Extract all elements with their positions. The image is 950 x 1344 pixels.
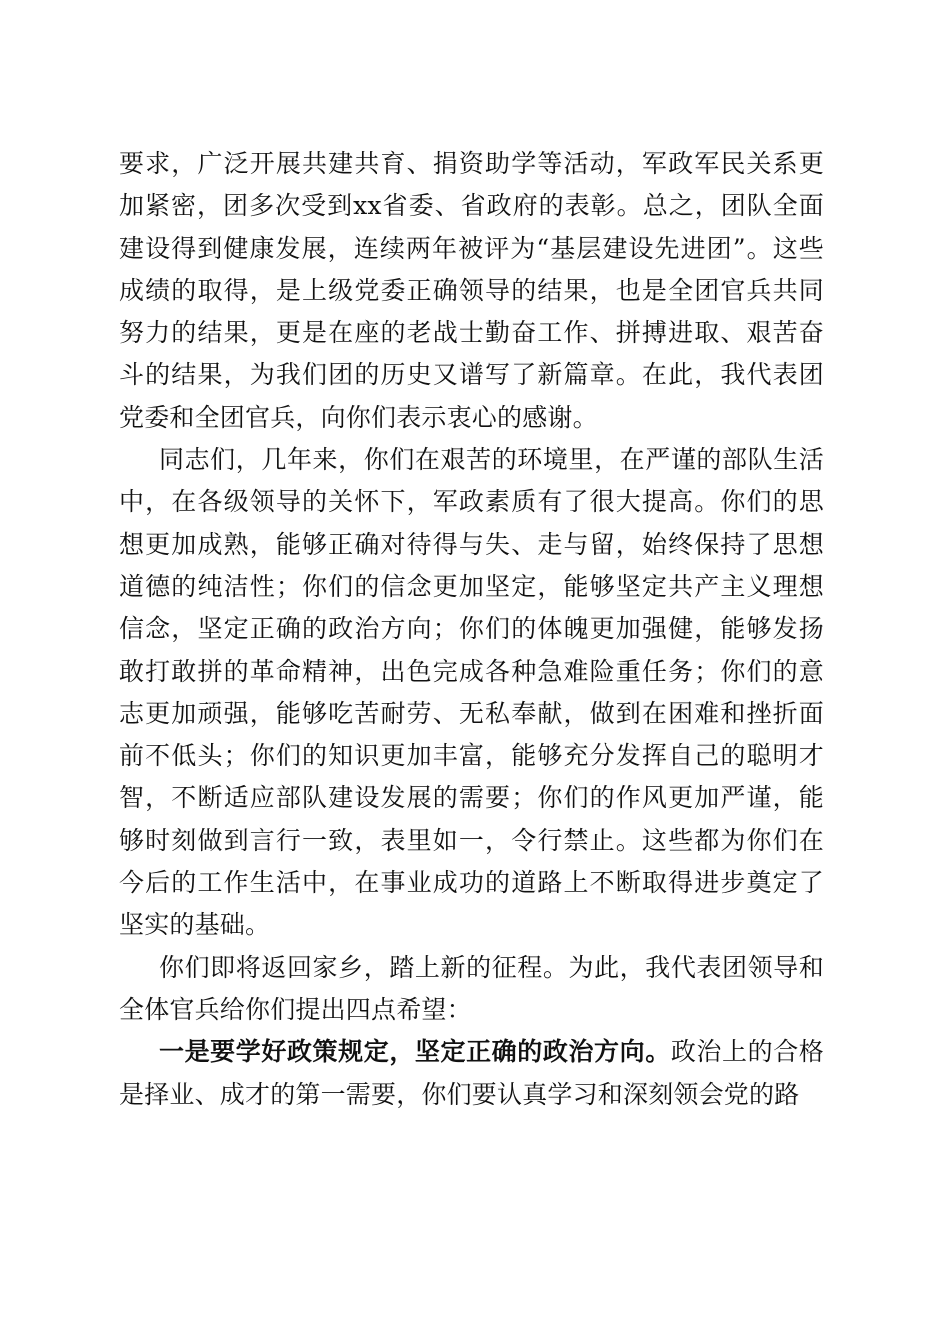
paragraph-3: 你们即将返回家乡，踏上新的征程。为此，我代表团领导和全体官兵给你们提出四点希望：: [119, 952, 824, 1024]
paragraph-4-text: 政治上的合格是择业、成才的第一需要，你们要认真学习和深刻领会党的路: [119, 1037, 824, 1109]
paragraph-4: [119, 1031, 824, 1116]
paragraph-4-lead: 一是要学好政策规定，坚定正确的政治方向。: [159, 1037, 671, 1067]
paragraph-1: 要求，广泛开展共建共育、捐资助学等活动，军政军民关系更加紧密，团多次受到xx省委、省政府的表彰。总之，团队全面建设得到健康发展，连续两年被评为“基层建设先进团”。这些成绩的取得，是上级党委正确领导的结果，也是全团官兵共同努力的结果，更是在座的老战士勤奋工作、拼搏进取、艰苦奋斗的结果，为我们团的历史又谱写了新篇章。在此，我代表团党委和全团官兵，向你们表示衷心的感谢。: [119, 149, 824, 432]
paragraph-2: 同志们，几年来，你们在艰苦的环境里，在严谨的部队生活中，在各级领导的关怀下，军政素质有了很大提高。你们的思想更加成熟，能够正确对待得与失、走与留，始终保持了思想道德的纯洁性；你们的信念更加坚定，能够坚定共产主义理想信念，坚定正确的政治方向；你们的体魄更加强健，能够发扬敢打敢拼的革命精神，出色完成各种急难险重任务；你们的意志更加顽强，能够吃苦耐劳、无私奉献，做到在困难和挫折面前不低头；你们的知识更加丰富，能够充分发挥自己的聪明才智，不断适应部队建设发展的需要；你们的作风更加严谨，能够时刻做到言行一致，表里如一，令行禁止。这些都为你们在今后的工作生活中，在事业成功的道路上不断取得进步奠定了坚实的基础。: [119, 445, 824, 940]
document-body: [119, 143, 824, 1116]
